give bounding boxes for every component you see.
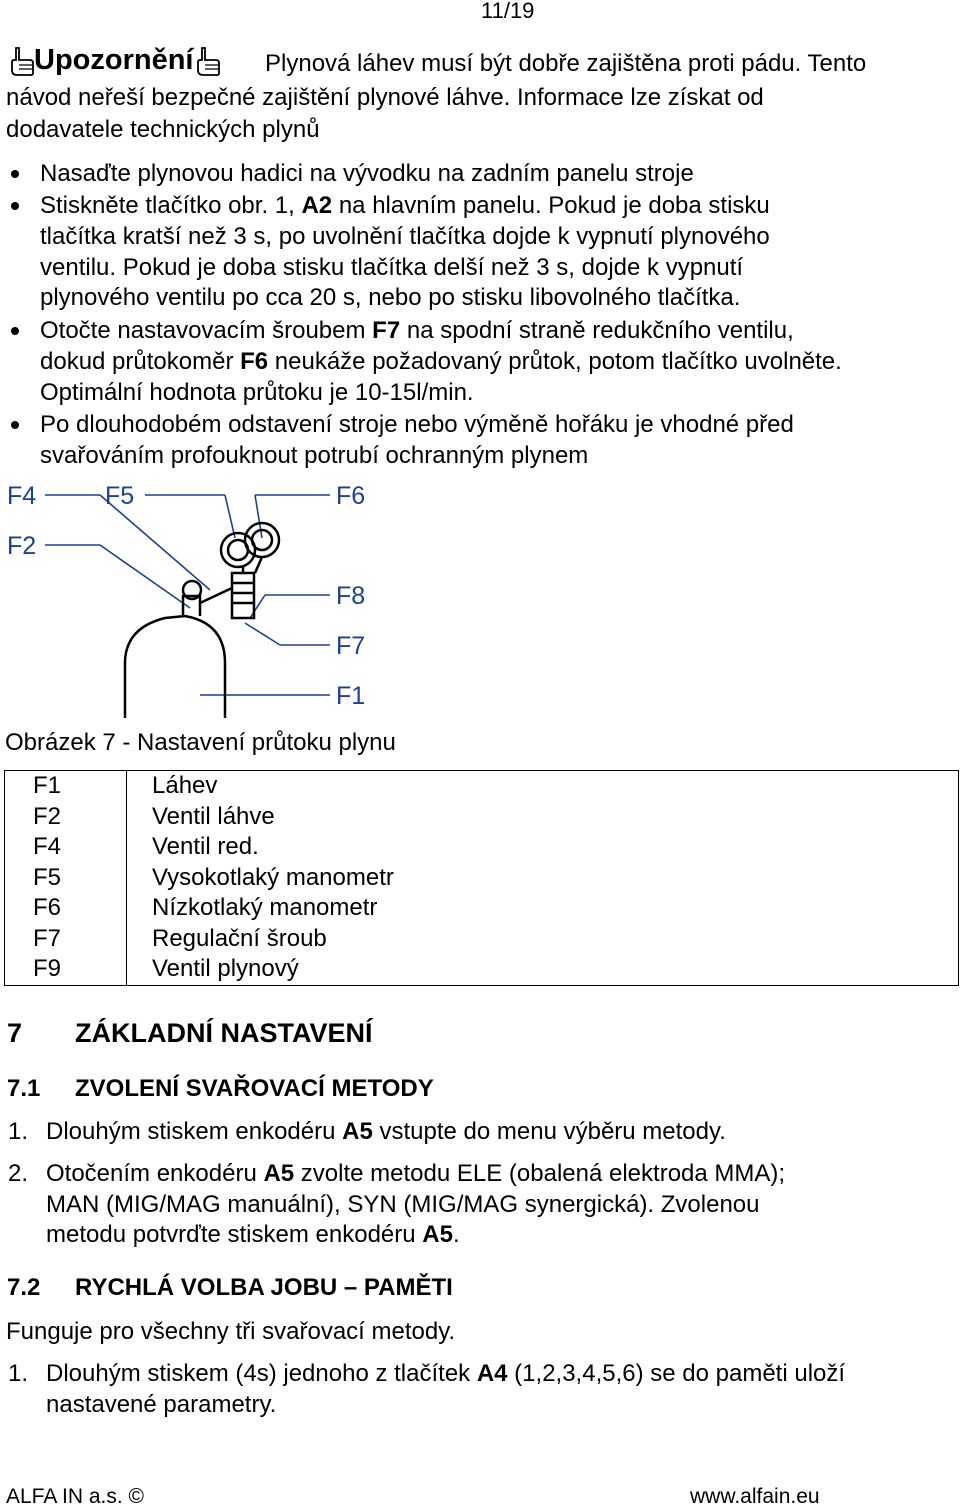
legend-description: Ventil láhve	[127, 802, 959, 833]
list-bold: A5	[422, 1221, 453, 1248]
legend-row	[5, 893, 959, 924]
list-bold: A4	[476, 1360, 508, 1387]
list-item	[46, 1116, 726, 1147]
page-number: 11/19	[481, 0, 535, 23]
list-number: 1.	[8, 1360, 29, 1387]
legend-code: F9	[5, 954, 127, 985]
subsection-title: RYCHLÁ VOLBA JOBU – PAMĚTI	[75, 1274, 453, 1301]
legend-row	[5, 954, 959, 985]
bullet-item	[40, 190, 770, 221]
footer-company: ALFA IN a.s. ©	[6, 1485, 145, 1508]
legend-code: F1	[5, 771, 127, 802]
bullet-icon	[11, 170, 19, 178]
warning-text-line: dodavatele technických plynů	[6, 116, 320, 143]
bullet-text-line: Optimální hodnota průtoku je 10-15l/min.	[40, 379, 474, 406]
list-text: Dlouhým stiskem (4s) jednoho z tlačítek	[46, 1360, 477, 1387]
bullet-bold: A2	[301, 192, 333, 219]
bullet-text: Otočte nastavovacím šroubem	[40, 317, 373, 344]
bullet-text-line: svařováním profouknout potrubí ochranným plynem	[40, 442, 589, 469]
bullet-icon	[11, 202, 19, 210]
legend-table	[4, 770, 959, 986]
legend-row	[5, 863, 959, 894]
legend-row	[5, 802, 959, 833]
bullet-item	[40, 315, 794, 346]
figure-label-f1: F1	[336, 682, 366, 710]
legend-code: F4	[5, 832, 127, 863]
bullet-text: neukáže požadovaný průtok, potom tlačítko uvolněte.	[268, 348, 842, 375]
bullet-text: Nasaďte plynovou hadici na vývodku na zadním panelu stroje	[40, 160, 694, 187]
pointing-hand-icon	[194, 46, 220, 76]
legend-description: Regulační šroub	[127, 924, 959, 955]
bullet-bold: F6	[240, 348, 269, 375]
bullet-item	[40, 409, 794, 440]
list-number: 1.	[8, 1118, 29, 1145]
list-text: .	[452, 1221, 460, 1248]
pointing-hand-icon	[8, 46, 34, 76]
footer-website[interactable]: www.alfain.eu	[690, 1485, 820, 1508]
list-text-line: nastavené parametry.	[46, 1391, 277, 1418]
list-text: vstupte do menu výběru metody.	[372, 1118, 726, 1145]
subsection-title: ZVOLENÍ SVAŘOVACÍ METODY	[75, 1075, 434, 1102]
section-title: ZÁKLADNÍ NASTAVENÍ	[75, 1018, 373, 1048]
legend-row	[5, 771, 959, 802]
legend-code: F6	[5, 893, 127, 924]
bullet-icon	[11, 327, 19, 335]
legend-row	[5, 924, 959, 955]
figure-label-f6: F6	[336, 482, 366, 510]
list-number: 2.	[8, 1160, 29, 1187]
list-text-line: MAN (MIG/MAG manuální), SYN (MIG/MAG synergická). Zvolenou	[46, 1191, 760, 1218]
legend-body	[5, 771, 959, 986]
bullet-item	[40, 158, 694, 189]
list-text: Otočením enkodéru	[46, 1160, 264, 1187]
warning-title: Upozornění	[34, 44, 194, 76]
figure-label-f2: F2	[7, 532, 37, 560]
warning-text-line: návod neřeší bezpečné zajištění plynové láhve. Informace lze získat od	[6, 84, 764, 111]
subsection-number: 7.2	[7, 1274, 41, 1301]
legend-description: Vysokotlaký manometr	[127, 863, 959, 894]
bullet-text: Stiskněte tlačítko obr. 1,	[40, 192, 302, 219]
bullet-bold: F7	[372, 317, 401, 344]
legend-description: Ventil red.	[127, 832, 959, 863]
bullet-text: Po dlouhodobém odstavení stroje nebo výměně hořáku je vhodné před	[40, 411, 794, 438]
bullet-icon	[11, 421, 19, 429]
list-item	[46, 1358, 845, 1389]
list-bold: A5	[342, 1118, 373, 1145]
list-text: Dlouhým stiskem enkodéru	[46, 1118, 343, 1145]
warning-heading	[8, 44, 220, 77]
list-text: zvolte metodu ELE (obalená elektroda MMA);	[294, 1160, 786, 1187]
figure-caption: Obrázek 7 - Nastavení průtoku plynu	[5, 729, 396, 756]
legend-code: F7	[5, 924, 127, 955]
figure-label-f4: F4	[7, 482, 37, 510]
subsection-number: 7.1	[7, 1075, 41, 1102]
bullet-text: na spodní straně redukčního ventilu,	[400, 317, 794, 344]
list-bold: A5	[263, 1160, 295, 1187]
figure-label-f8: F8	[336, 582, 366, 610]
figure-label-f5: F5	[105, 482, 135, 510]
legend-code: F5	[5, 863, 127, 894]
bullet-text-line: plynového ventilu po cca 20 s, nebo po stisku libovolného tlačítka.	[40, 284, 741, 311]
bullet-text: dokud průtokoměr	[40, 348, 241, 375]
legend-description: Ventil plynový	[127, 954, 959, 985]
section-number: 7	[7, 1018, 23, 1048]
legend-row	[5, 832, 959, 863]
gas-regulator-figure	[0, 478, 420, 718]
list-text-line	[46, 1219, 460, 1250]
warning-text-line: Plynová láhev musí být dobře zajištěna proti pádu. Tento	[265, 50, 867, 77]
bullet-text-line: ventilu. Pokud je doba stisku tlačítka delší než 3 s, dojde k vypnutí	[40, 254, 744, 281]
legend-description: Láhev	[127, 771, 959, 802]
bullet-text-line	[40, 346, 842, 377]
list-text: (1,2,3,4,5,6) se do paměti uloží	[507, 1360, 846, 1387]
legend-description: Nízkotlaký manometr	[127, 893, 959, 924]
list-text: metodu potvrďte stiskem enkodéru	[46, 1221, 423, 1248]
section-intro: Funguje pro všechny tři svařovací metody.	[6, 1318, 456, 1345]
bullet-text: na hlavním panelu. Pokud je doba stisku	[332, 192, 770, 219]
bullet-text-line: tlačítka kratší než 3 s, po uvolnění tlačítka dojde k vypnutí plynového	[40, 223, 770, 250]
list-item	[46, 1158, 785, 1189]
legend-code: F2	[5, 802, 127, 833]
figure-label-f7: F7	[336, 632, 366, 660]
